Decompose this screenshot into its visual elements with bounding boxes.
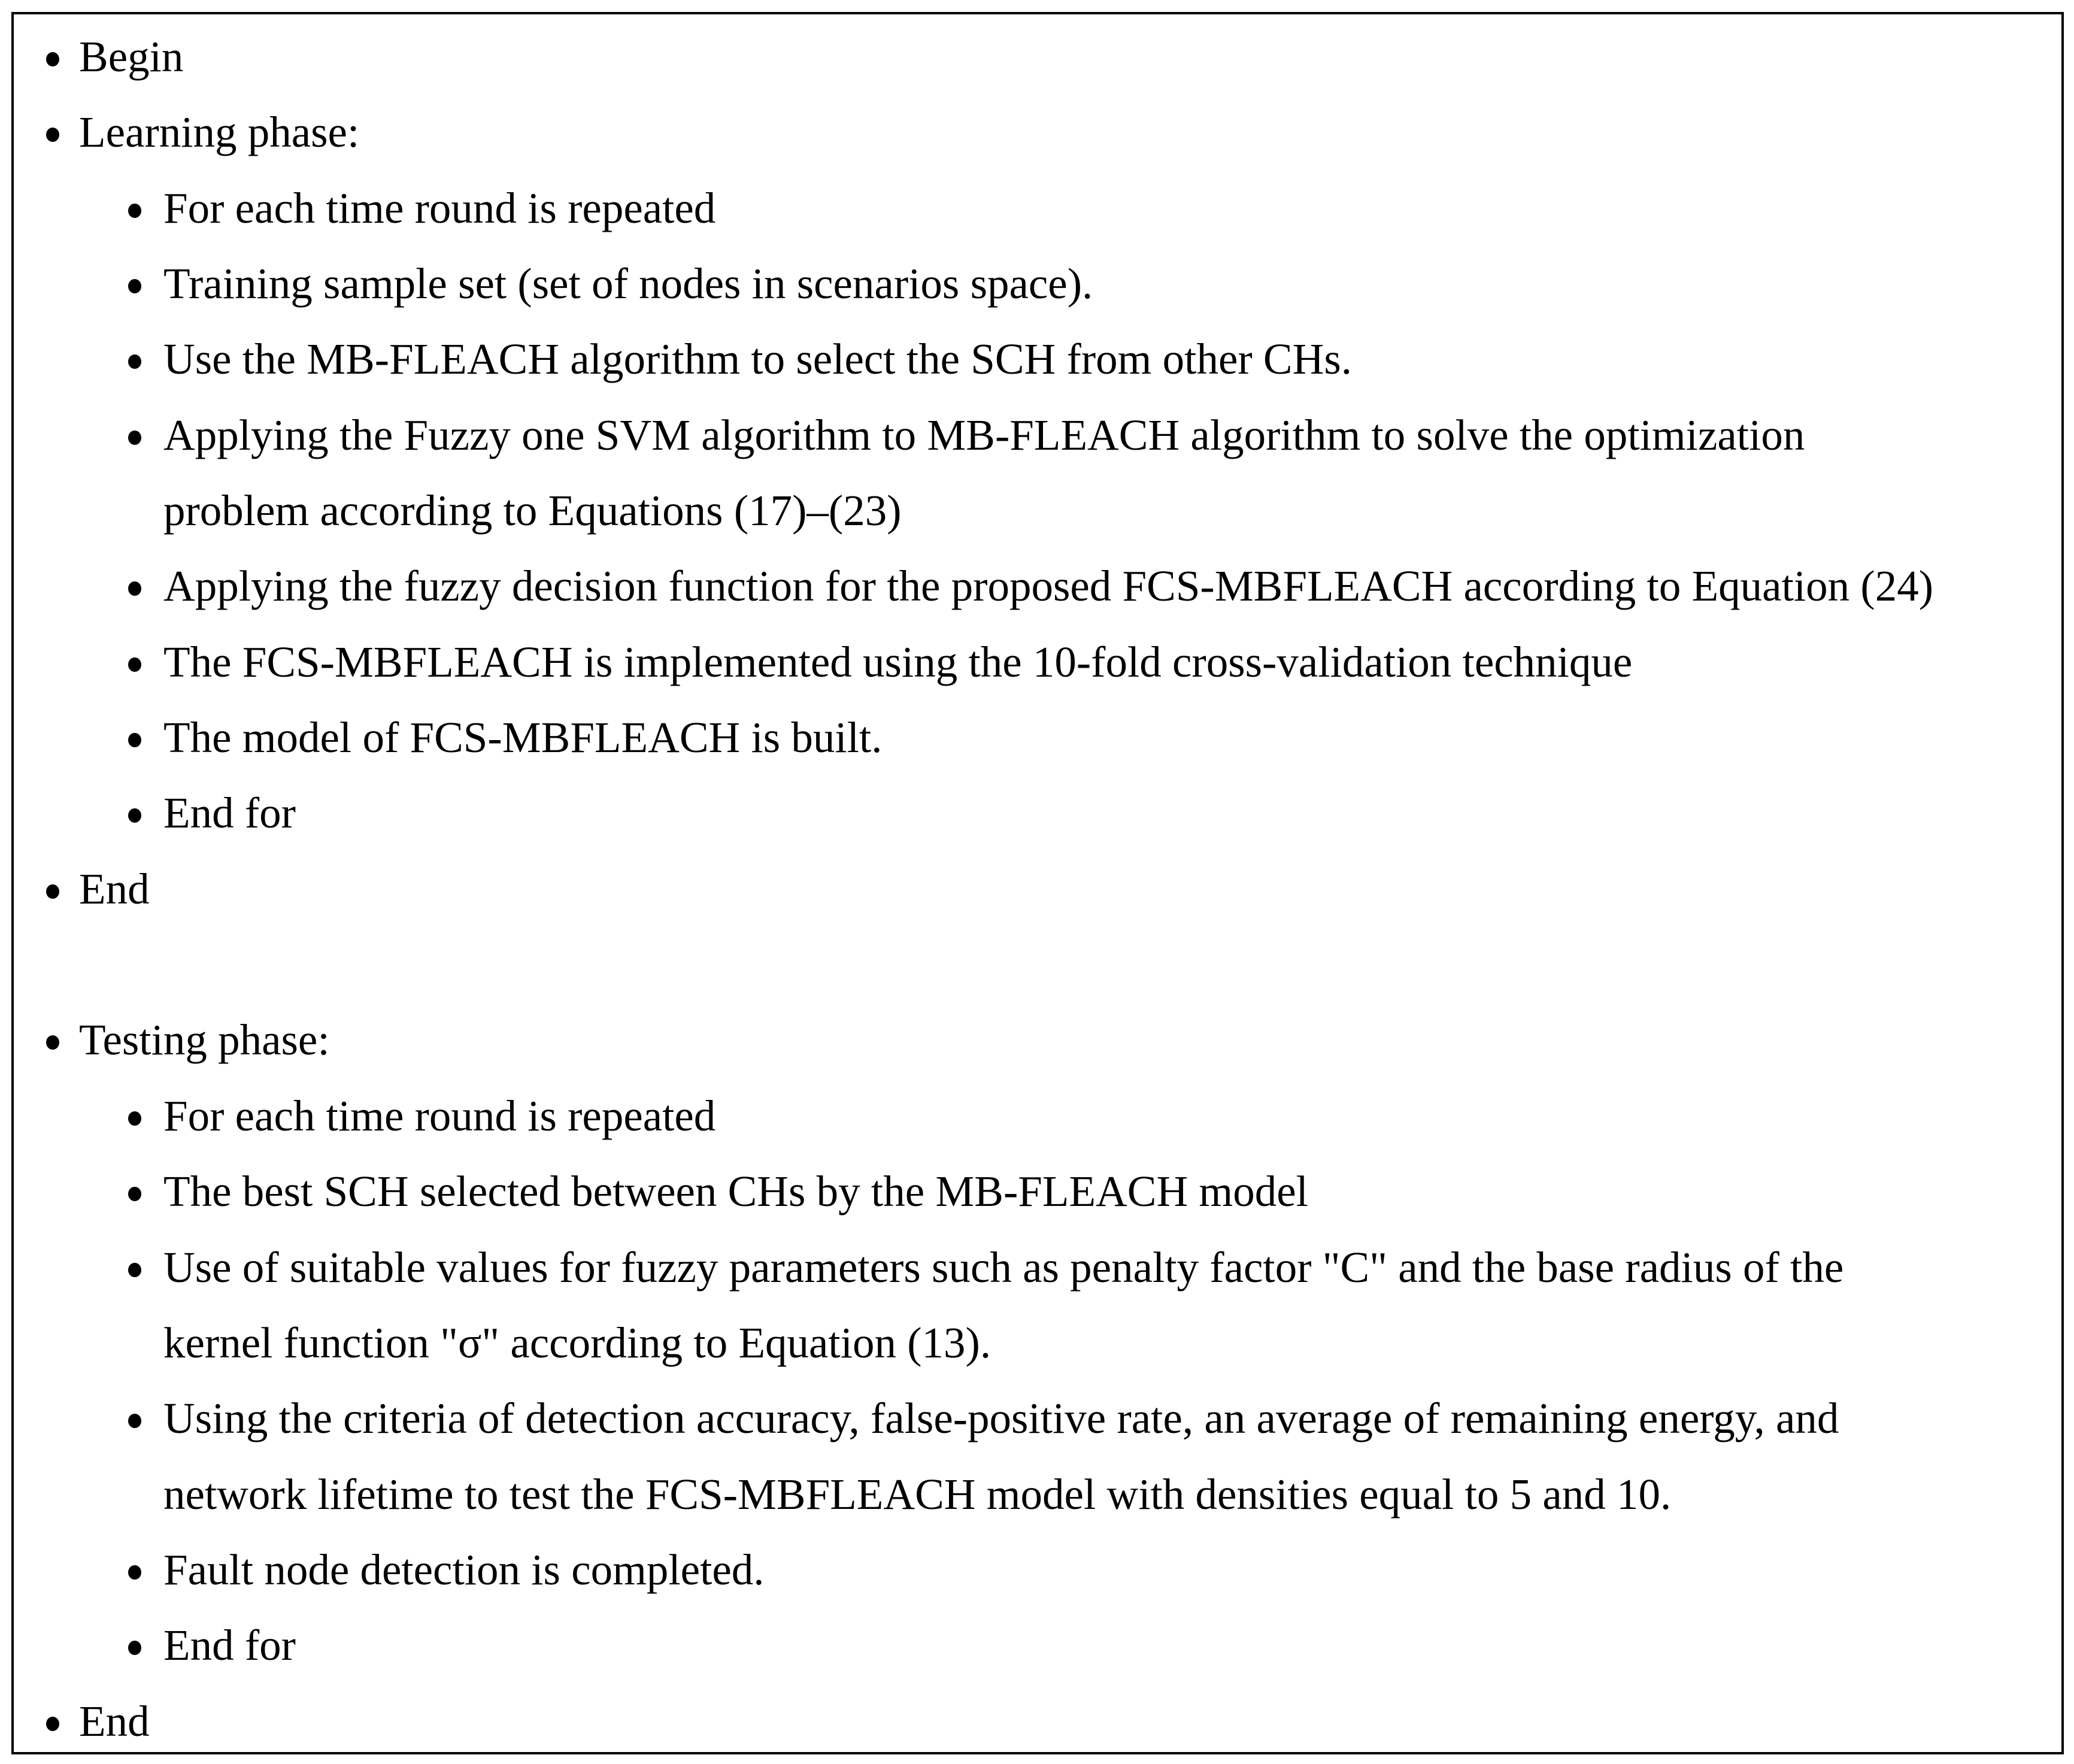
learning-phase-heading — [14, 95, 2061, 170]
bullet-icon — [46, 128, 59, 142]
bullet-icon — [46, 52, 59, 66]
list-item — [14, 548, 2061, 624]
list-item-end — [14, 851, 2061, 927]
bullet-icon — [128, 204, 141, 218]
list-item — [14, 1381, 2061, 1456]
item-text: End — [79, 864, 150, 913]
bullet-icon — [128, 1565, 141, 1580]
bullet-icon — [46, 1035, 59, 1050]
bullet-icon — [128, 279, 141, 293]
list-item-continuation — [14, 1305, 2061, 1381]
item-text: End — [79, 1696, 150, 1745]
item-text: Use the MB-FLEACH algorithm to select the SCH from other CHs. — [163, 335, 1352, 384]
item-text: Using the criteria of detection accuracy, false-positive rate, an average of remaining energy, and — [163, 1394, 1839, 1443]
item-text: End for — [163, 1621, 296, 1670]
bullet-icon — [128, 1641, 141, 1655]
list-item — [14, 700, 2061, 775]
list-item — [14, 171, 2061, 246]
bullet-icon — [128, 1111, 141, 1126]
item-text: problem according to Equations (17)–(23) — [163, 486, 902, 535]
bullet-icon — [128, 657, 141, 672]
bullet-icon — [128, 733, 141, 747]
list-item — [14, 398, 2061, 473]
bullet-icon — [128, 581, 141, 596]
item-text: Fault node detection is completed. — [163, 1545, 765, 1594]
item-text: Applying the fuzzy decision function for the proposed FCS-MBFLEACH according to Equation (24) — [163, 562, 1934, 611]
list-item-continuation — [14, 473, 2061, 548]
item-text: Applying the Fuzzy one SVM algorithm to MB-FLEACH algorithm to solve the optimization — [163, 410, 1805, 459]
spacer — [14, 927, 2061, 1002]
item-text: kernel function "σ" according to Equation (13). — [163, 1318, 991, 1367]
bullet-icon — [128, 808, 141, 823]
item-text: Use of suitable values for fuzzy parameters such as penalty factor "C" and the base radius of the — [163, 1242, 1844, 1292]
testing-phase-heading — [14, 1002, 2061, 1078]
list-item — [14, 246, 2061, 322]
list-item-begin — [14, 19, 2061, 95]
bullet-icon — [128, 431, 141, 445]
item-text: For each time round is repeated — [163, 183, 716, 232]
item-text: The best SCH selected between CHs by the MB-FLEACH model — [163, 1167, 1308, 1216]
item-text: For each time round is repeated — [163, 1091, 716, 1140]
list-item — [14, 625, 2061, 700]
bullet-icon — [128, 1187, 141, 1201]
item-text: The FCS-MBFLEACH is implemented using the 10-fold cross-validation technique — [163, 637, 1633, 686]
item-text: network lifetime to test the FCS-MBFLEACH model with densities equal to 5 and 10. — [163, 1469, 1672, 1519]
item-text: Testing phase: — [79, 1016, 330, 1065]
bullet-icon — [128, 1263, 141, 1277]
item-text: Begin — [79, 32, 184, 81]
algorithm-box — [11, 12, 2064, 1754]
list-item — [14, 1230, 2061, 1305]
list-item — [14, 1154, 2061, 1229]
item-text: Learning phase: — [79, 108, 360, 157]
list-item — [14, 322, 2061, 397]
item-text: The model of FCS-MBFLEACH is built. — [163, 713, 883, 762]
list-item-end — [14, 1684, 2061, 1759]
item-text: End for — [163, 789, 296, 838]
list-item-end-for — [14, 1608, 2061, 1683]
item-text: Training sample set (set of nodes in scenarios space). — [163, 259, 1093, 308]
list-item-end-for — [14, 775, 2061, 851]
list-item-continuation — [14, 1457, 2061, 1532]
bullet-icon — [46, 884, 59, 899]
bullet-icon — [128, 1414, 141, 1428]
bullet-icon — [46, 1717, 59, 1731]
algorithm-list — [14, 19, 2061, 1759]
list-item — [14, 1532, 2061, 1608]
list-item — [14, 1078, 2061, 1154]
bullet-icon — [128, 354, 141, 369]
